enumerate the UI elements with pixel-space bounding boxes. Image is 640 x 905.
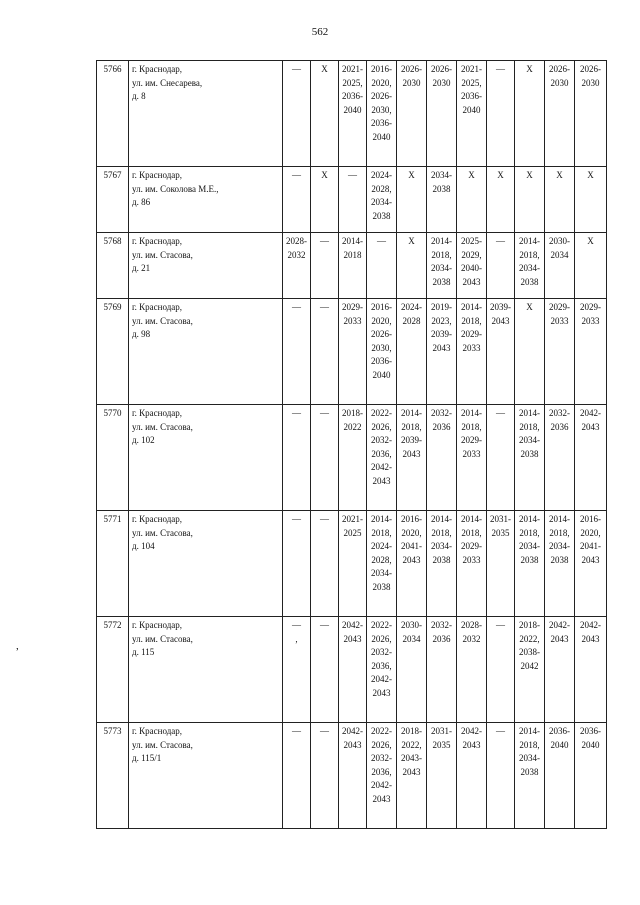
period-cell: — [487, 405, 515, 511]
period-cell: 2024- 2028 [397, 299, 427, 405]
row-number: 5772 [97, 617, 129, 723]
address-cell [129, 299, 283, 405]
period-cell: 2016- 2020, 2041- 2043 [575, 511, 607, 617]
address-line: г. Краснодар, [132, 620, 183, 630]
period-cell: — [311, 723, 339, 829]
address-cell [129, 617, 283, 723]
period-cell: 2014- 2018, 2029- 2033 [457, 299, 487, 405]
row-number: 5771 [97, 511, 129, 617]
address-line: ул. им. Соколова М.Е., [132, 183, 219, 194]
period-cell: 2030- 2034 [397, 617, 427, 723]
period-cell: 2026- 2030 [545, 61, 575, 167]
address-line: ул. им. Стасова, [132, 421, 193, 432]
address-line: д. 98 [132, 329, 151, 339]
period-cell: 2029- 2033 [575, 299, 607, 405]
address-line: д. 104 [132, 541, 155, 551]
address-line: д. 102 [132, 435, 155, 445]
address-line: д. 115/1 [132, 753, 162, 763]
period-cell: — [487, 723, 515, 829]
period-cell: 2014- 2018, 2034- 2038 [515, 723, 545, 829]
address-line: д. 8 [132, 91, 146, 101]
period-cell: 2014- 2018 [339, 233, 367, 299]
period-cell: X [397, 233, 427, 299]
period-cell: X [545, 167, 575, 233]
period-cell: — [283, 405, 311, 511]
period-cell: — [311, 405, 339, 511]
period-cell: 2026- 2030 [575, 61, 607, 167]
row-number: 5766 [97, 61, 129, 167]
period-cell: X [311, 167, 339, 233]
period-cell: X [515, 61, 545, 167]
period-cell: 2022- 2026, 2032- 2036, 2042- 2043 [367, 405, 397, 511]
period-cell: 2019- 2023, 2039- 2043 [427, 299, 457, 405]
table-row [97, 233, 607, 299]
period-cell: 2014- 2018, 2029- 2033 [457, 511, 487, 617]
period-cell: 2014- 2018, 2034- 2038 [427, 511, 457, 617]
address-line: д. 86 [132, 197, 151, 207]
period-cell: 2032- 2036 [427, 405, 457, 511]
period-cell: 2014- 2018, 2029- 2033 [457, 405, 487, 511]
period-cell: — [367, 233, 397, 299]
period-cell: X [515, 299, 545, 405]
period-cell: 2022- 2026, 2032- 2036, 2042- 2043 [367, 723, 397, 829]
address-line: г. Краснодар, [132, 302, 183, 312]
period-cell: 2016- 2020, 2026- 2030, 2036- 2040 [367, 299, 397, 405]
row-number: 5770 [97, 405, 129, 511]
period-cell: 2018- 2022 [339, 405, 367, 511]
address-line: ул. им. Стасова, [132, 315, 193, 326]
period-cell: — [283, 61, 311, 167]
address-line: д. 115 [132, 647, 155, 657]
page-number: 562 [311, 26, 329, 38]
period-cell: 2014- 2018, 2034- 2038 [515, 511, 545, 617]
period-cell: — [487, 233, 515, 299]
period-cell: 2021- 2025, 2036- 2040 [457, 61, 487, 167]
period-cell: 2036- 2040 [545, 723, 575, 829]
period-cell: 2021- 2025 [339, 511, 367, 617]
period-cell: — [311, 299, 339, 405]
period-cell: 2032- 2036 [545, 405, 575, 511]
period-cell: 2016- 2020, 2026- 2030, 2036- 2040 [367, 61, 397, 167]
period-cell: 2025- 2029, 2040- 2043 [457, 233, 487, 299]
period-cell: 2042- 2043 [575, 617, 607, 723]
period-cell: — [487, 617, 515, 723]
table-row [97, 167, 607, 233]
period-cell: X [487, 167, 515, 233]
period-cell: 2014- 2018, 2034- 2038 [545, 511, 575, 617]
period-cell: — [283, 511, 311, 617]
period-cell: 2030- 2034 [545, 233, 575, 299]
table-row [97, 61, 607, 167]
period-cell: 2021- 2025, 2036- 2040 [339, 61, 367, 167]
period-cell: 2024- 2028, 2034- 2038 [367, 167, 397, 233]
address-line: ул. им. Стасова, [132, 739, 193, 750]
period-cell: 2022- 2026, 2032- 2036, 2042- 2043 [367, 617, 397, 723]
period-cell: — [283, 167, 311, 233]
address-cell [129, 723, 283, 829]
address-line: ул. им. Стасова, [132, 527, 193, 538]
period-cell: 2034- 2038 [427, 167, 457, 233]
address-line: ул. им. Стасова, [132, 633, 193, 644]
period-cell: — [283, 723, 311, 829]
period-cell: 2018- 2022, 2038- 2042 [515, 617, 545, 723]
table-row [97, 617, 607, 723]
stray-mark: , [16, 640, 19, 652]
period-cell: — [283, 299, 311, 405]
address-line: г. Краснодар, [132, 514, 183, 524]
period-cell: — [311, 617, 339, 723]
address-line: г. Краснодар, [132, 726, 183, 736]
period-cell: 2016- 2020, 2041- 2043 [397, 511, 427, 617]
period-cell: 2026- 2030 [427, 61, 457, 167]
period-cell: 2032- 2036 [427, 617, 457, 723]
period-cell: 2042- 2043 [457, 723, 487, 829]
address-line: г. Краснодар, [132, 170, 183, 180]
address-cell [129, 167, 283, 233]
period-cell: X [575, 233, 607, 299]
period-cell: 2029- 2033 [545, 299, 575, 405]
period-cell: 2014- 2018, 2024- 2028, 2034- 2038 [367, 511, 397, 617]
period-cell: 2042- 2043 [339, 723, 367, 829]
period-cell: 2031- 2035 [427, 723, 457, 829]
row-number: 5768 [97, 233, 129, 299]
row-number: 5769 [97, 299, 129, 405]
period-cell: — [339, 167, 367, 233]
period-cell: 2028- 2032 [457, 617, 487, 723]
period-cell: 2018- 2022, 2043- 2043 [397, 723, 427, 829]
address-line: г. Краснодар, [132, 236, 183, 246]
address-line: ул. им. Снесарева, [132, 77, 203, 88]
row-number: 5773 [97, 723, 129, 829]
address-cell [129, 61, 283, 167]
period-cell: 2042- 2043 [575, 405, 607, 511]
period-cell: X [575, 167, 607, 233]
period-cell: X [457, 167, 487, 233]
period-cell: 2039- 2043 [487, 299, 515, 405]
address-cell [129, 511, 283, 617]
period-cell: 2031- 2035 [487, 511, 515, 617]
period-cell: — [487, 61, 515, 167]
period-cell: X [397, 167, 427, 233]
period-cell: — , [283, 617, 311, 723]
period-cell: 2028- 2032 [283, 233, 311, 299]
period-cell: 2014- 2018, 2034- 2038 [515, 233, 545, 299]
address-cell [129, 233, 283, 299]
period-cell: 2026- 2030 [397, 61, 427, 167]
period-cell: 2036- 2040 [575, 723, 607, 829]
address-line: г. Краснодар, [132, 64, 183, 74]
period-cell: 2042- 2043 [545, 617, 575, 723]
period-cell: 2014- 2018, 2039- 2043 [397, 405, 427, 511]
period-cell: 2014- 2018, 2034- 2038 [427, 233, 457, 299]
table-body [97, 61, 607, 829]
period-cell: — [311, 511, 339, 617]
address-line: ул. им. Стасова, [132, 249, 193, 260]
period-cell: 2029- 2033 [339, 299, 367, 405]
address-line: г. Краснодар, [132, 408, 183, 418]
table-row [97, 723, 607, 829]
table-row [97, 299, 607, 405]
table-row [97, 511, 607, 617]
period-cell: — [311, 233, 339, 299]
period-cell: 2042- 2043 [339, 617, 367, 723]
row-number: 5767 [97, 167, 129, 233]
table-row [97, 405, 607, 511]
period-cell: X [311, 61, 339, 167]
data-table [96, 60, 607, 829]
period-cell: X [515, 167, 545, 233]
address-cell [129, 405, 283, 511]
period-cell: 2014- 2018, 2034- 2038 [515, 405, 545, 511]
address-line: д. 21 [132, 263, 151, 273]
